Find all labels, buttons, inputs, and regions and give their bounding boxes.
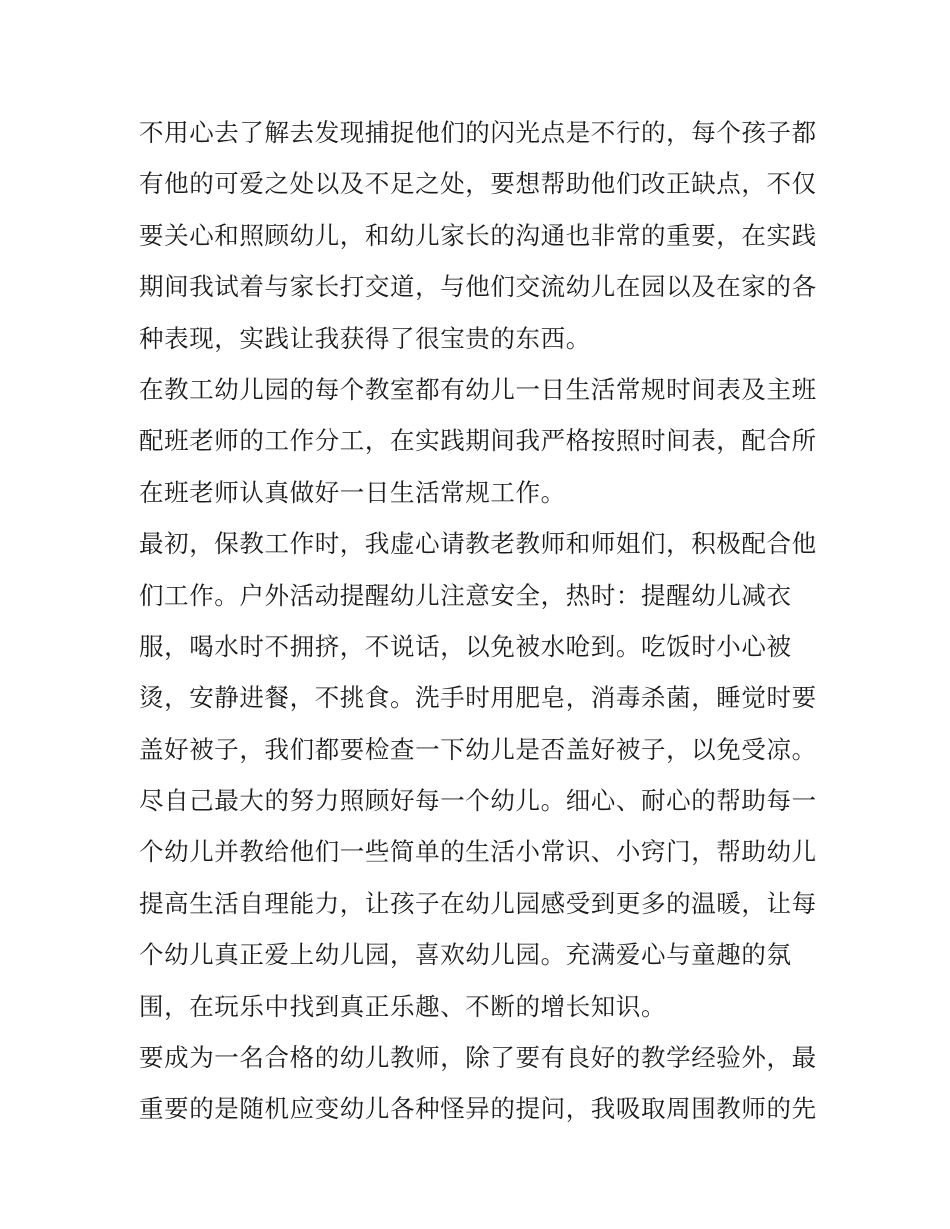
text-line: 要关心和照顾幼儿，和幼儿家长的沟通也非常的重要，在实践: [139, 220, 817, 250]
text-line: 盖好被子，我们都要检查一下幼儿是否盖好被子，以免受凉。: [139, 734, 817, 764]
text-line: 提高生活自理能力，让孩子在幼儿园感受到更多的温暖，让每: [139, 888, 817, 918]
text-line: 们工作。户外活动提醒幼儿注意安全，热时：提醒幼儿减衣: [139, 580, 792, 610]
text-line: 尽自己最大的努力照顾好每一个幼儿。细心、耐心的帮助每一: [139, 786, 817, 816]
text-line: 服，喝水时不拥挤，不说话，以免被水呛到。吃饭时小心被: [139, 631, 792, 661]
text-line: 个幼儿并教给他们一些简单的生活小常识、小窍门，帮助幼儿: [139, 837, 817, 867]
body-text: [139, 112, 819, 1140]
text-line: 有他的可爱之处以及不足之处，要想帮助他们改正缺点，不仅: [139, 169, 817, 199]
text-line: 期间我试着与家长打交道，与他们交流幼儿在园以及在家的各: [139, 272, 817, 302]
text-line: 种表现，实践让我获得了很宝贵的东西。: [139, 323, 591, 353]
text-line: 不用心去了解去发现捕捉他们的闪光点是不行的，每个孩子都: [139, 118, 817, 147]
text-line: 烫，安静进餐，不挑食。洗手时用肥皂，消毒杀菌，睡觉时要: [139, 683, 817, 713]
text-line: 在教工幼儿园的每个教室都有幼儿一日生活常规时间表及主班: [139, 374, 817, 404]
text-line: 重要的是随机应变幼儿各种怪异的提问，我吸取周围教师的先: [139, 1094, 817, 1124]
text-line: 最初，保教工作时，我虚心请教老教师和师姐们，积极配合他: [139, 529, 817, 559]
text-line: 围，在玩乐中找到真正乐趣、不断的增长知识。: [139, 991, 667, 1021]
text-line: 配班老师的工作分工，在实践期间我严格按照时间表，配合所: [139, 426, 817, 456]
text-line: 在班老师认真做好一日生活常规工作。: [139, 477, 566, 507]
text-line: 要成为一名合格的幼儿教师，除了要有良好的教学经验外，最: [139, 1043, 817, 1073]
text-line: 个幼儿真正爱上幼儿园，喜欢幼儿园。充满爱心与童趣的氛: [139, 940, 792, 970]
